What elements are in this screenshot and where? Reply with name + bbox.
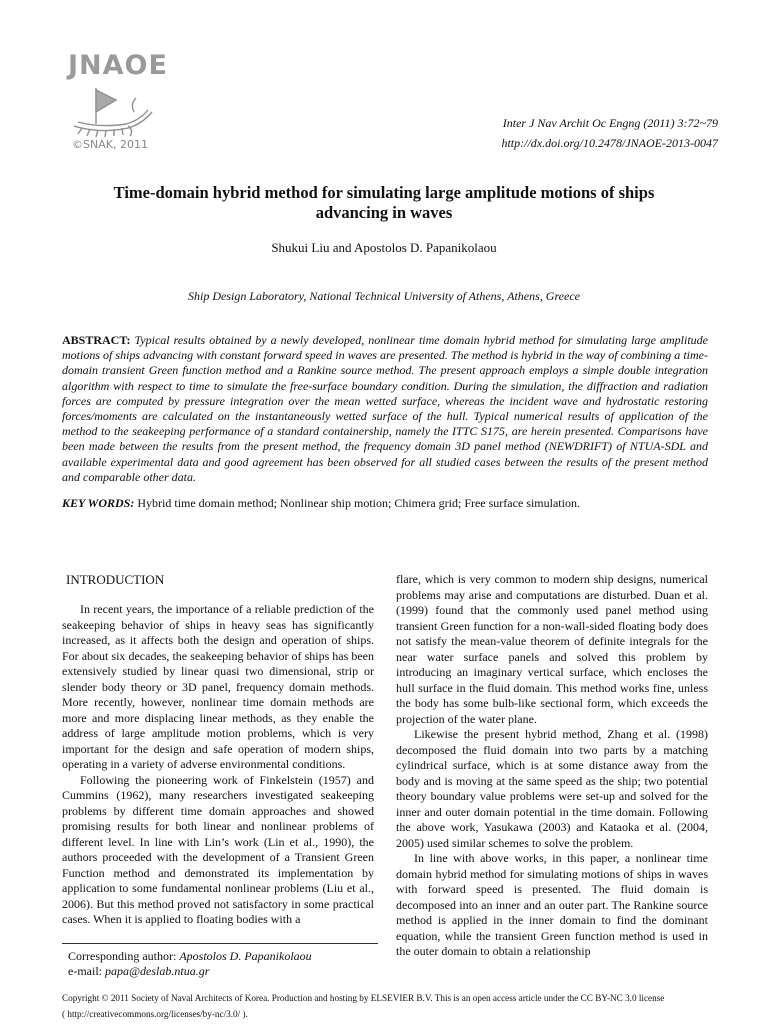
keywords-label: KEY WORDS: [62, 496, 135, 510]
journal-info [501, 113, 718, 153]
paper-authors: Shukui Liu and Apostolos D. Papanikolaou [271, 240, 497, 255]
journal-logo [66, 50, 168, 156]
keywords-text: Hybrid time domain method; Nonlinear ship motion; Chimera grid; Free surface simulation. [137, 496, 580, 510]
logo-wordmark: JNAOE [68, 50, 168, 81]
abstract-label: ABSTRACT: [62, 333, 131, 347]
copyright-notice [62, 990, 722, 1022]
license-open-paren: ( [62, 1009, 66, 1019]
ship-emblem-icon [70, 82, 158, 138]
abstract-text: Typical results obtained by a newly developed, nonlinear time domain hybrid method for simulating large amplitude motions of ships advancing with constant forward speed in waves are presented. The method is hybrid in the way of combining a time-domain transient Green function method and a Rankine source method. The present approach employs a simple double integration algorithm with respect to time to simulate the free-surface boundary condition. During the simulation, the diffraction and radiation forces are computed by pressure integration over the mean wetted surface, whereas the incident wave and hydrostatic restoring forces/moments are calculated on the instantaneously wetted surface of the hull. Typical numerical results of application of the method to the seakeeping performance of a standard containership, namely the ITTC S175, are herein presented. Comparisons have been made between the results from the present method, the frequency domain 3D panel method (NEWDRIFT) of NTUA-SDL and available experimental data and good agreement has been observed for all studied cases between the results of the present method and comparable other data. [62, 333, 708, 484]
journal-citation: Inter J Nav Archit Oc Engng (2011) 3:72~79 [502, 116, 718, 130]
section-heading-introduction: INTRODUCTION [66, 572, 165, 587]
license-close-paren: ). [242, 1009, 248, 1019]
corresponding-author-name: Apostolos D. Papanikolaou [179, 949, 312, 963]
footnote-divider [62, 943, 378, 944]
footnote [68, 949, 312, 979]
author-email [68, 964, 312, 979]
paper-affiliation: Ship Design Laboratory, National Technical University of Athens, Athens, Greece [188, 289, 580, 303]
abstract [62, 333, 708, 485]
corresponding-author-label: Corresponding author: [68, 949, 177, 963]
journal-doi[interactable]: http://dx.doi.org/10.2478/JNAOE-2013-0047 [501, 136, 718, 150]
paragraph: In recent years, the importance of a reliable prediction of the seakeeping behavior of ships in heavy seas has significantly increased, as it affects both the design and operation of ships. For about six decades, the seakeeping behavior of ships has been extensively studied by linear quasi two dimensional, strip or slender body theory or 3D panel, frequency domain methods. More recently, however, nonlinear time domain methods are more and more displacing linear methods, as they enable the address of large amplitude motion problems, which is very important for the design and safe operation of modern ships, operating in a variety of adverse environmental conditions. [62, 602, 374, 771]
logo-copyright: ©SNAK, 2011 [72, 138, 148, 151]
corresponding-author [68, 949, 312, 964]
paragraph: In line with above works, in this paper, a nonlinear time domain hybrid method for simulating motions of ships in waves with forward speed is presented. The fluid domain is decomposed into an inner and an outer part. The Rankine source method is applied in the inner domain to find the dominant equation, while the transient Green function method is used in the outer domain to obtain a relationship [396, 851, 708, 958]
copyright-text: Copyright © 2011 Society of Naval Architects of Korea. Production and hosting by ELSEVIER B.V. This is an open access article under the CC BY-NC 3.0 license [62, 993, 665, 1003]
paragraph: Following the pioneering work of Finkelstein (1957) and Cummins (1962), many researchers investigated seakeeping problems by different time domain approaches and showed promising results for both linear and nonlinear problems of different level. In line with Lin’s work (Lin et al., 1990), the authors proceeded with the development of a Transient Green Function method and demonstrated its implementation by application to some fundamental nonlinear problems (Liu et al., 2006). But this method proved not satisfactory in some practical cases. When it is applied to floating bodies with a [62, 772, 374, 926]
paper-title: Time-domain hybrid method for simulating large amplitude motions of ships advancing in waves [113, 183, 655, 222]
keywords [62, 496, 708, 511]
license-link[interactable]: http://creativecommons.org/licenses/by-nc/3.0/ [67, 1009, 241, 1019]
email-label: e-mail: [68, 964, 102, 978]
column-right [396, 572, 708, 960]
column-left [62, 602, 374, 928]
paragraph: flare, which is very common to modern ship designs, numerical problems may arise and computations are disturbed. Duan et al. (1999) found that the commonly used panel method using transient Green function for a non-wall-sided floating body does not satisfy the mean-value theorem of definite integrals for the near water surface panels and solved this problem by introducing an imaginary vertical surface, which encloses the hull surface in the fluid domain. This method works fine, unless the body has some bulb-like sectional form, which exceeds the projection of the water plane. [396, 572, 708, 726]
email-address[interactable]: papa@deslab.ntua.gr [104, 964, 210, 978]
license-line [62, 1006, 722, 1022]
paragraph: Likewise the present hybrid method, Zhang et al. (1998) decomposed the fluid domain into two parts by a matching cylindrical surface, which is at some distance away from the body and is moving at the same speed as the ship; two potential theory boundary value problems were set-up and solved for the inner and outer domain potential in the time domain. Following the above work, Yasukawa (2003) and Kataoka et al. (2004, 2005) used similar schemes to solve the problem. [396, 727, 708, 850]
